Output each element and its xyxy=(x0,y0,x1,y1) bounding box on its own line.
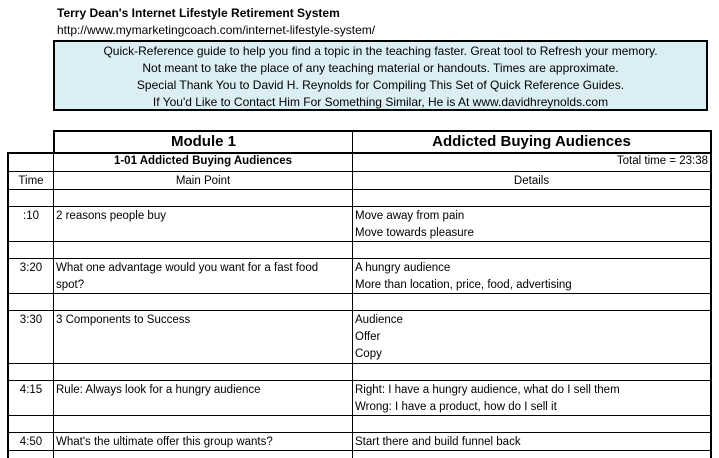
note-line: Quick-Reference guide to help you find a topic in the teaching faster. Great tool to Refresh your memory. xyxy=(103,44,658,58)
row-time: 4:50 xyxy=(19,436,43,448)
note-line: Special Thank You to David H. Reynolds for Compiling This Set of Quick Reference Guides. xyxy=(136,78,625,92)
row-detail: More than location, price, food, advertising xyxy=(355,279,572,291)
row-separator xyxy=(7,293,712,294)
row-main-point: Rule: Always look for a hungry audience xyxy=(56,384,261,396)
row-detail: Wrong: I have a product, how do I sell it xyxy=(355,401,557,413)
note-line: If You'd Like to Contact Him For Something Similar, He is At www.davidhreynolds.com xyxy=(152,95,609,109)
module-label: Module 1 xyxy=(170,133,236,150)
row-detail: Copy xyxy=(355,348,382,360)
row-time: 4:15 xyxy=(19,384,43,396)
document-title: Terry Dean's Internet Lifestyle Retirement System xyxy=(57,6,340,20)
row-detail: Start there and build funnel back xyxy=(355,436,521,448)
row-main-point: 3 Components to Success xyxy=(56,314,191,326)
note-line: Not meant to take the place of any teaching material or handouts. Times are approximate. xyxy=(142,61,619,75)
session-top-border xyxy=(7,152,712,154)
reference-note-box xyxy=(53,40,708,111)
row-separator xyxy=(7,415,712,416)
table-right-border xyxy=(710,152,712,458)
row-time: 3:20 xyxy=(19,262,43,274)
main-col-border xyxy=(352,152,353,458)
row-detail: Offer xyxy=(355,331,381,343)
col-header-top xyxy=(7,171,712,172)
module-name: Addicted Buying Audiences xyxy=(432,133,631,150)
row-time: 3:30 xyxy=(19,314,43,326)
session-total-time: Total time = 23:38 xyxy=(616,155,708,167)
row-separator xyxy=(7,258,712,259)
col-header-main-point: Main Point xyxy=(175,175,231,187)
row-detail: A hungry audience xyxy=(355,262,451,274)
row-detail: Right: I have a hungry audience, what do I sell them xyxy=(355,384,620,396)
row-separator xyxy=(7,310,712,311)
col-header-bottom xyxy=(7,189,712,190)
row-separator xyxy=(7,380,712,381)
row-separator xyxy=(7,206,712,207)
row-main-point: What one advantage would you want for a fast food xyxy=(56,262,319,274)
col-header-time: Time xyxy=(18,175,44,187)
col-header-details: Details xyxy=(513,175,550,187)
row-main-point: 2 reasons people buy xyxy=(56,210,166,222)
module-top-border xyxy=(53,130,712,132)
row-detail: Move towards pleasure xyxy=(355,227,474,239)
row-main-point: What's the ultimate offer this group wants? xyxy=(56,436,273,448)
row-separator xyxy=(7,450,712,451)
row-separator xyxy=(7,241,712,242)
document-url[interactable]: http://www.mymarketingcoach.com/internet-lifestyle-system/ xyxy=(57,23,376,37)
row-time: :10 xyxy=(23,210,39,222)
session-title: 1-01 Addicted Buying Audiences xyxy=(113,155,293,167)
row-main-point: spot? xyxy=(56,279,85,291)
row-detail: Move away from pain xyxy=(355,210,465,222)
module-right-border xyxy=(710,130,712,153)
table-left-border xyxy=(7,152,9,458)
row-separator xyxy=(7,363,712,364)
row-detail: Audience xyxy=(355,314,403,326)
time-col-border xyxy=(53,152,54,458)
row-separator xyxy=(7,432,712,433)
